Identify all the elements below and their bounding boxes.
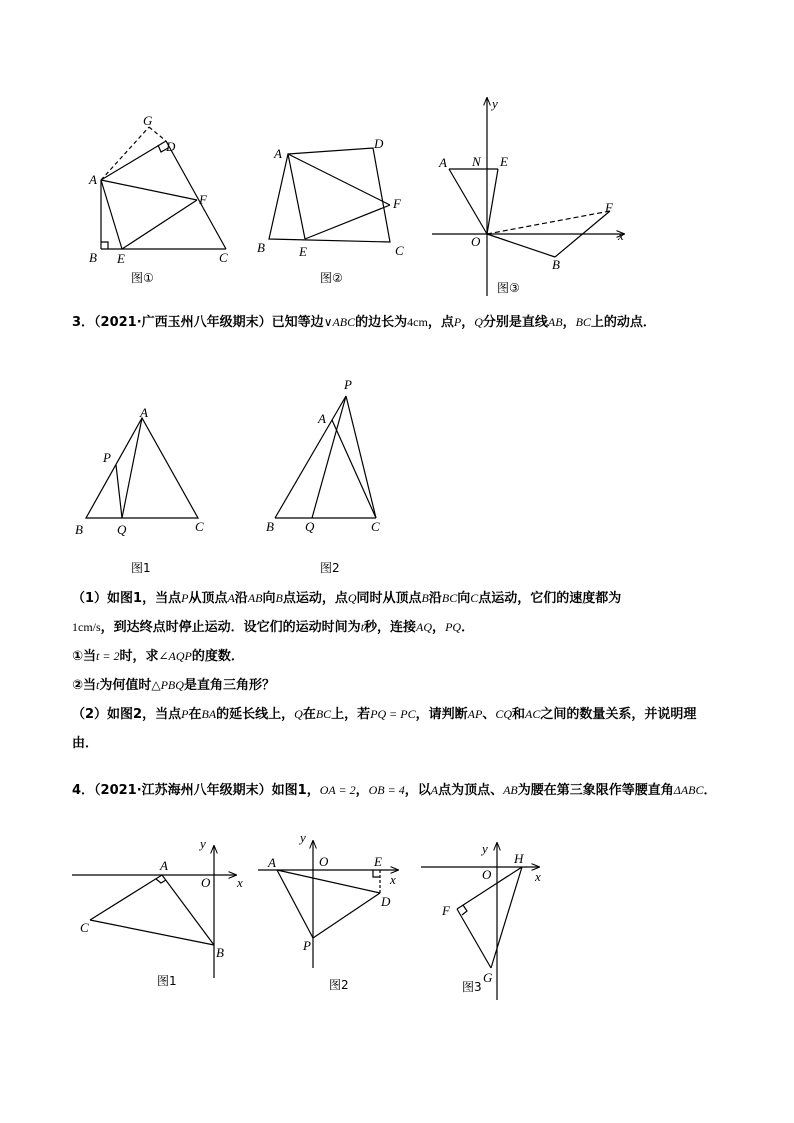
- fig-top1-caption: 图①: [131, 271, 154, 285]
- q4-fig2-label-o: O: [319, 854, 329, 869]
- q3-stem-part: 分别是直线: [482, 315, 548, 330]
- q4-fig3-caption: 图3: [462, 980, 482, 994]
- q3-part2-text: 和: [512, 707, 526, 722]
- q3-fig1-label-p: P: [103, 450, 111, 465]
- q4-math-oa: OA = 2: [319, 783, 356, 797]
- q3-item2-math: △PBQ: [151, 678, 184, 692]
- question-3-stem: [72, 308, 722, 337]
- q3-part1-math: A: [227, 591, 235, 605]
- q3-fig2-label-c: C: [371, 519, 380, 534]
- q3-item2-math: t: [96, 678, 100, 692]
- q3-math-bc: BC: [575, 315, 591, 329]
- q4-fig3-label-x: x: [535, 869, 541, 884]
- question-4-stem: [72, 776, 722, 805]
- q4-fig1-label-y: y: [200, 836, 206, 851]
- q4-math-ob: OB = 4: [368, 783, 405, 797]
- fig-top2-label-b: B: [257, 240, 265, 255]
- q3-math-triangle: ∨ABC: [323, 315, 356, 329]
- q3-part1-math: PQ: [445, 620, 462, 634]
- q3-part1-math: AQ: [416, 620, 433, 634]
- q4-fig1-label-x: x: [237, 875, 243, 890]
- q3-item1-text: ①当: [72, 649, 97, 664]
- q3-part1-text: ，到达终点时停止运动．设它们的运动时间为: [100, 620, 361, 635]
- question-3-parts: [72, 584, 722, 758]
- q4-fig2-label-d: D: [381, 894, 391, 909]
- top-figure-2: [269, 148, 390, 242]
- q4-fig2-label-p: P: [303, 938, 311, 953]
- q4-fig3-label-y: y: [482, 841, 488, 856]
- q4-stem-part: ，以: [404, 783, 431, 798]
- q4-fig2-label-e: E: [374, 854, 382, 869]
- q3-stem-part: ，: [461, 315, 475, 330]
- q3-part2-math: BC: [315, 707, 332, 721]
- q3-part1-text: 向: [262, 591, 276, 606]
- q4-math-a: A: [430, 783, 439, 797]
- q3-fig2-caption: 图2: [320, 561, 340, 575]
- q4-source: （2021·江苏海州八年级期末）: [94, 783, 272, 798]
- q3-stem-part: ，点: [427, 315, 454, 330]
- q3-item1-math: t = 2: [96, 649, 120, 663]
- q3-fig2-label-b: B: [266, 519, 274, 534]
- q3-part1-math: C: [470, 591, 479, 605]
- fig-top2-label-f: F: [393, 196, 401, 211]
- q3-stem-part: 已知等边: [271, 315, 324, 330]
- fig-top1-label-c: C: [219, 250, 228, 265]
- q3-part1-text: 点运动，点: [282, 591, 348, 606]
- q3-item1-math: ∠AQP: [158, 649, 192, 663]
- q3-fig2-label-a: A: [318, 411, 326, 426]
- q4-fig3-label-f: F: [442, 903, 450, 918]
- q3-math-q: Q: [474, 315, 483, 329]
- q4-fig1-label-o: O: [201, 875, 211, 890]
- q3-part2-math: AP: [467, 707, 483, 721]
- q3-part1-text: 沿: [428, 591, 442, 606]
- q4-fig1-label-a: A: [160, 858, 168, 873]
- fig-top1-label-f: F: [199, 192, 207, 207]
- q4-figure-1: [72, 846, 236, 978]
- q3-part1-speed: 1cm/s: [72, 620, 101, 634]
- q3-math-p: P: [453, 315, 462, 329]
- q3-part2-math: BA: [201, 707, 217, 721]
- q3-part2-math: AC: [525, 707, 541, 721]
- q3-stem-part: 上的动点．: [590, 315, 656, 330]
- q3-fig1-label-a: A: [140, 405, 148, 420]
- q4-stem-part: ，: [355, 783, 369, 798]
- q3-part2-math: Q: [294, 707, 303, 721]
- fig-top2-label-a: A: [274, 146, 282, 161]
- fig-top3-label-o: O: [471, 234, 481, 249]
- q4-stem-part: 如图1，: [271, 783, 320, 798]
- q3-part2-text: （2）如图2，当点: [72, 707, 182, 722]
- q3-fig1-label-c: C: [195, 519, 204, 534]
- q3-part2-text: 在: [302, 707, 316, 722]
- fig-top1-label-e: E: [117, 251, 125, 266]
- q3-fig2-label-q: Q: [305, 519, 315, 534]
- q3-part1-math: Q: [347, 591, 357, 605]
- q3-part-2: [72, 700, 722, 758]
- q3-part2-math: P: [181, 707, 189, 721]
- q4-number: 4．: [72, 783, 95, 798]
- fig-top3-label-n: N: [472, 154, 481, 169]
- q3-part1-text: 沿: [234, 591, 248, 606]
- q3-part1-text: ，: [432, 620, 446, 635]
- q4-math-ab: AB: [503, 783, 518, 797]
- q3-stem-part: 的边长为: [355, 315, 408, 330]
- q3-part1-math: t: [360, 620, 365, 634]
- q3-part-1: [72, 584, 722, 642]
- q4-math-triangle: ΔABC: [673, 783, 704, 797]
- q3-number: 3．: [72, 315, 95, 330]
- q3-part1-math: BC: [441, 591, 458, 605]
- fig-top2-caption: 图②: [320, 271, 343, 285]
- q3-part2-text: 上，若: [331, 707, 371, 722]
- q3-part1-text: 向: [457, 591, 471, 606]
- fig-top3-label-b: B: [552, 257, 560, 272]
- q4-fig1-caption: 图1: [157, 974, 177, 988]
- q4-stem-part: ．: [703, 783, 717, 798]
- q3-part1-text: 同时从顶点: [356, 591, 422, 606]
- q3-item2-text: ②当: [72, 678, 97, 693]
- q3-fig2-label-p: P: [344, 377, 352, 392]
- fig-top3-label-f: F: [605, 200, 613, 215]
- q3-part2-text: 的延长线上，: [216, 707, 295, 722]
- q3-part2-text: 在: [188, 707, 202, 722]
- q3-part1-math: P: [181, 591, 189, 605]
- top-figure-3: [432, 98, 624, 296]
- q4-fig3-label-h: H: [514, 851, 524, 866]
- fig-top2-label-c: C: [395, 243, 404, 258]
- q3-math-length: 4cm: [407, 315, 428, 329]
- q4-stem-part: 为腰在第三象限作等腰直角: [517, 783, 674, 798]
- fig-top2-label-d: D: [374, 136, 384, 151]
- q3-stem-part: ，: [562, 315, 576, 330]
- q3-fig1-caption: 图1: [131, 561, 151, 575]
- q3-part1-text: 点运动，它们的速度都为: [478, 591, 622, 606]
- q3-item2-text: 是直角三角形？: [183, 678, 275, 693]
- q3-part1-math: B: [275, 591, 283, 605]
- q3-item2-text: 为何值时: [99, 678, 152, 693]
- fig-top1-label-g: G: [143, 113, 153, 128]
- q4-fig1-label-b: B: [216, 945, 224, 960]
- q4-fig2-label-a: A: [268, 855, 276, 870]
- q4-fig3-label-o: O: [482, 867, 492, 882]
- q4-fig2-label-x: x: [390, 872, 396, 887]
- fig-top3-caption: 图③: [497, 281, 520, 295]
- q3-part2-math: PQ = PC: [370, 707, 416, 721]
- q3-item-1: [72, 642, 722, 671]
- q4-figure-3: [421, 843, 539, 1000]
- fig-top1-label-d: D: [166, 139, 176, 154]
- q3-part1-math: B: [421, 591, 429, 605]
- q3-part1-text: ．: [461, 620, 475, 635]
- q3-part1-text: 从顶点: [188, 591, 228, 606]
- q4-fig1-label-c: C: [80, 920, 89, 935]
- q3-part2-text: 之间的数量关系，并说明理由．: [72, 707, 697, 751]
- fig-top1-label-b: B: [89, 250, 97, 265]
- q3-fig1-label-b: B: [75, 522, 83, 537]
- fig-top1-label-a: A: [89, 172, 97, 187]
- q4-fig2-caption: 图2: [329, 978, 349, 992]
- q3-part1-text: 秒，连接: [364, 620, 417, 635]
- q4-stem-part: 点为顶点、: [438, 783, 504, 798]
- q3-math-ab: AB: [547, 315, 563, 329]
- q3-part2-math: CQ: [495, 707, 512, 721]
- fig-top3-label-x: x: [618, 228, 624, 243]
- q3-source: （2021·广西玉州八年级期末）: [94, 315, 272, 330]
- fig-top3-label-y: y: [492, 96, 498, 111]
- q3-part1-text: （1）如图1，当点: [72, 591, 182, 606]
- fig-top3-label-e: E: [500, 154, 508, 169]
- q3-item-2: [72, 671, 722, 700]
- q3-fig1-label-q: Q: [117, 522, 127, 537]
- q3-part2-text: ，请判断: [415, 707, 468, 722]
- fig-top3-label-a: A: [439, 155, 447, 170]
- top-figure-1: [101, 127, 226, 249]
- fig-top2-label-e: E: [299, 244, 307, 259]
- q4-fig2-label-y: y: [300, 830, 306, 845]
- q3-figure-1: [86, 418, 198, 518]
- q4-fig3-label-g: G: [483, 970, 493, 985]
- q3-part1-math: AB: [247, 591, 263, 605]
- q3-item1-text: 时，求: [119, 649, 159, 664]
- q3-item1-text: 的度数．: [191, 649, 244, 664]
- q3-part2-text: 、: [482, 707, 496, 722]
